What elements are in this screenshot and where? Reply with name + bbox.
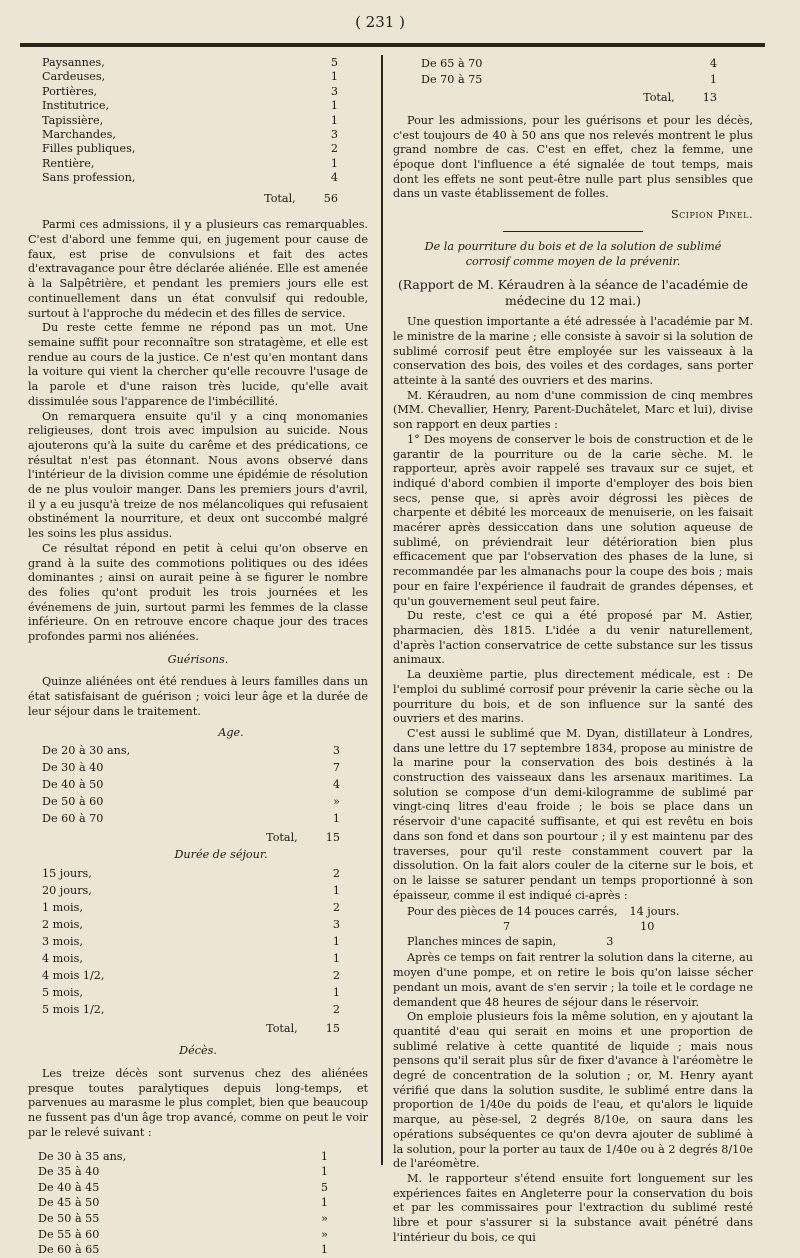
profession-row: Cardeuses, 1 xyxy=(42,70,338,84)
paragraph: M. le rapporteur s'étend ensuite fort longuement sur les expériences faites en Angleterre pour la conservation du bois et par les commissaires pour l'extraction du sublimé resté libre et pour s'assurer si la substance avait pénétré dans l'intérieur du bois, ce qui xyxy=(393,1172,753,1244)
duration-row: 1 mois, 2 xyxy=(42,900,340,914)
total-guerisons-age: Total, 15 xyxy=(266,831,340,845)
deaths-table-continued xyxy=(393,56,753,87)
paragraph: Du reste, c'est ce qui a été proposé par M. Astier, pharmacien, dès 1815. L'idée a du venir naturellement, d'après l'action conservatrice de cette substance sur les tissus animaux. xyxy=(393,609,753,667)
age-row: De 40 à 50 4 xyxy=(42,778,340,792)
paragraph: On remarquera ensuite qu'il y a cinq monomanies religieuses, dont trois avec impulsion au suicide. Nous ajouterons qu'à la suite du carême et des prédications, ce résultat n'est pas étonnant. Nous avons observé dans l'intérieur de la division comme une épidémie de résolution de ne plus vouloir manger. Dans les premiers jours d'avril, il y a eu jusqu'à treize de nos mélancoliques qui refusaient obstinément la nourriture, et deux ont succombé malgré les soins les plus assidus. xyxy=(28,409,368,541)
planks-row: 7 10 xyxy=(503,920,655,934)
profession-row: Portières, 3 xyxy=(42,84,338,98)
duration-row: 15 jours, 2 xyxy=(42,866,340,880)
profession-row: Rentière, 1 xyxy=(42,156,338,170)
page-number: ( 231 ) xyxy=(355,13,405,31)
duration-row: 2 mois, 3 xyxy=(42,917,340,931)
planks-table xyxy=(407,905,753,949)
duration-label: Durée de séjour. xyxy=(174,847,268,861)
top-rule xyxy=(20,43,765,47)
duration-row: 5 mois 1/2, 2 xyxy=(42,1002,340,1016)
section-title-guerisons: Guérisons. xyxy=(167,652,229,666)
planks-row: Planches minces de sapin, 3 xyxy=(407,934,614,948)
right-column xyxy=(393,56,753,1246)
total-guerisons-duree: Total, 15 xyxy=(266,1021,340,1035)
paragraph: Les treize décès sont survenus chez des aliénées presque toutes paralytiques depuis long-temps, et parvenues au marasme le plus complet, bien que beaucoup ne fussent pas d'un âge trop avancé, comme on peut le voir par le relevé suivant : xyxy=(28,1067,368,1139)
paragraph: La deuxième partie, plus directement médicale, est : De l'emploi du sublimé corrosif pour prévenir la carie sèche ou la pourriture du bois, et de son influence sur la santé des ouvriers et des marins. xyxy=(393,668,753,726)
total-deces: Total, 13 xyxy=(643,91,717,105)
paragraph: Pour les admissions, pour les guérisons et pour les décès, c'est toujours de 40 à 50 ans que nos relevés montrent le plus grand nombre de cas. C'est en effet, chez la femme, une époque dont l'influence a été signalée de tout temps, mais dont les effets ne sont peut-être nulle part plus sensibles que dans un vaste établissement de folles. xyxy=(393,113,753,201)
duration-row: 3 mois, 1 xyxy=(42,934,340,948)
death-row: De 40 à 45 5 xyxy=(38,1180,328,1194)
planks-row: Pour des pièces de 14 pouces carrés, 14 jours. xyxy=(407,905,680,919)
death-row: De 35 à 40 1 xyxy=(38,1165,328,1179)
paragraph: Du reste cette femme ne répond pas un mot. Une semaine suffit pour reconnaître son stratagème, et elle est rendue au cours de la justice. Ce n'est qu'en montant dans la voiture qui vient la chercher qu'elle recouvre l'usage de la parole et d'une raison très lucide, qu'elle avait dissimulée sous l'apparence de l'imbécillité. xyxy=(28,321,368,408)
profession-row: Sans profession, 4 xyxy=(42,171,338,185)
death-row: De 50 à 55 » xyxy=(38,1211,328,1225)
duration-row: 4 mois 1/2, 2 xyxy=(42,968,340,982)
death-row: De 60 à 65 1 xyxy=(38,1243,328,1257)
professions-list xyxy=(28,56,368,186)
paragraph: Quinze aliénées ont été rendues à leurs familles dans un état satisfaisant de guérison ; voici leur âge et la durée de leur séjour dans le traitement. xyxy=(28,675,368,718)
age-row: De 20 à 30 ans, 3 xyxy=(42,744,340,758)
age-row: De 60 à 70 1 xyxy=(42,812,340,826)
duration-row: 20 jours, 1 xyxy=(42,883,340,897)
deaths-table xyxy=(28,1149,368,1258)
section-rule xyxy=(503,231,643,232)
duration-row: 4 mois, 1 xyxy=(42,951,340,965)
death-row: De 55 à 60 » xyxy=(38,1227,328,1241)
paragraph: On emploie plusieurs fois la même solution, en y ajoutant la quantité d'eau qui serait en moins et une proportion de sublimé relative à cette quantité de liquide ; mais nous pensons qu'il serait plus sûr de fixer d'avance à l'aréomètre le degré de concentration de la solution ; or, M. Henry ayant vérifié que dans la solution susdite, le sublimé entre dans la proportion de 1/40e du poids de l'eau, et qu'alors le liquide marque, au pèse-sel, 2 degrés 8/10e, on saura dans les opérations subséquentes ce qu'on devra ajouter de sublimé à la solution, pour la porter au taux de 1/40e ou à 2 degrés 8/10e de l'aréomètre. xyxy=(393,1010,753,1171)
duration-row: 5 mois, 1 xyxy=(42,985,340,999)
age-row: De 30 à 40 7 xyxy=(42,761,340,775)
profession-row: Institutrice, 1 xyxy=(42,99,338,113)
left-column xyxy=(28,56,368,1258)
profession-row: Filles publiques, 2 xyxy=(42,142,338,156)
total-professions: Total, 56 xyxy=(264,191,338,205)
death-row: De 30 à 35 ans, 1 xyxy=(38,1149,328,1163)
paragraph: Parmi ces admissions, il y a plusieurs cas remarquables. C'est d'abord une femme qui, en jugement pour cause de faux, est prise de convulsions et fait des actes d'extravagance pour être déclarée aliénée. Elle est amenée à la Salpêtrière, et pendant les premiers jours elle est continuellement dans un état convulsif qui redouble, surtout à l'approche du médecin et des filles de service. xyxy=(28,218,368,320)
author-signature: Scipion Pinel. xyxy=(671,208,753,222)
profession-row: Marchandes, 3 xyxy=(42,128,338,142)
profession-row: Tapissière, 1 xyxy=(42,113,338,127)
paragraph: 1° Des moyens de conserver le bois de construction et de le garantir de la pourriture ou de la carie sèche. M. le rapporteur, après avoir rappelé ses travaux sur ce sujet, et indiqué d'abord combien il importe d'employer des bois bien secs, pense que, si après avoir dégrossi les pièces de charpente et débité les morceaux de menuiserie, on les faisait macérer après dessiccation dans une solution aqueuse de sublimé, on préviendrait leur détérioration bien plus efficacement que par l'observation des phases de la lune, si recommandée par les almanachs pour la coupe des bois ; mais pour en faire l'expérience il faudrait de grandes dépenses, et qu'un gouvernement seul peut faire. xyxy=(393,432,753,608)
paragraph: Ce résultat répond en petit à celui qu'on observe en grand à la suite des commotions politiques ou des idées dominantes ; ainsi on aurait peine à se figurer le nombre des folies qu'ont produit les trois journées et les événemens de juin, surtout parmi les femmes de la classe inférieure. On en retrouve encore chaque jour des traces profondes parmi nos aliénées. xyxy=(28,541,368,644)
death-row: De 70 à 75 1 xyxy=(421,72,717,86)
section-title-deces: Décès. xyxy=(179,1044,217,1058)
report-subtitle: (Rapport de M. Kéraudren à la séance de l'académie de médecine du 12 mai.) xyxy=(397,277,749,309)
age-table xyxy=(28,726,368,828)
death-row: De 45 à 50 1 xyxy=(38,1196,328,1210)
paragraph: C'est aussi le sublimé que M. Dyan, distillateur à Londres, dans une lettre du 17 septembre 1834, propose au ministre de la marine pour la conservation des bois destinés à la construction des vaisseaux dans les arsenaux maritimes. La solution se compose d'un demi-kilogramme de sublimé par vingt-cinq litres d'eau froide ; le bois se place dans un réservoir d'une capacité suffisante, et qui est revêtu en bois dans son fond et dans son pourtour ; il y est maintenu par des traverses, pour qu'il reste constamment couvert par la dissolution. On la fait alors couler de la citerne sur le bois, et on le laisse se saturer pendant un temps proportionné à son épaisseur, comme il est indiqué ci-après : xyxy=(393,726,753,902)
profession-row: Paysannes, 5 xyxy=(42,56,338,69)
death-row: De 65 à 70 4 xyxy=(421,57,717,70)
article-title: De la pourriture du bois et de la solution de sublimé corrosif comme moyen de la prévenir. xyxy=(424,239,722,268)
age-label: Age. xyxy=(218,725,244,739)
paragraph: Une question importante a été adressée à l'académie par M. le ministre de la marine ; elle consiste à savoir si la solution de sublimé corrosif peut être employée sur les vaisseaux à la conservation des bois, des voiles et des cordages, sans porter atteinte à la santé des ouvriers et des marins. xyxy=(393,315,753,388)
paragraph: Après ce temps on fait rentrer la solution dans la citerne, au moyen d'une pompe, et on retire le bois qu'on laisse sécher pendant un mois, avant de s'en servir ; la toile et le cordage ne demandent que 48 heures de séjour dans le réservoir. xyxy=(393,951,753,1009)
paragraph: M. Kéraudren, au nom d'une commission de cinq membres (MM. Chevallier, Henry, Parent-Duchâtelet, Marc et lui), divise son rapport en deux parties : xyxy=(393,388,753,432)
age-row: De 50 à 60 » xyxy=(42,795,340,809)
duration-table xyxy=(28,848,368,1018)
column-divider xyxy=(381,55,383,1165)
